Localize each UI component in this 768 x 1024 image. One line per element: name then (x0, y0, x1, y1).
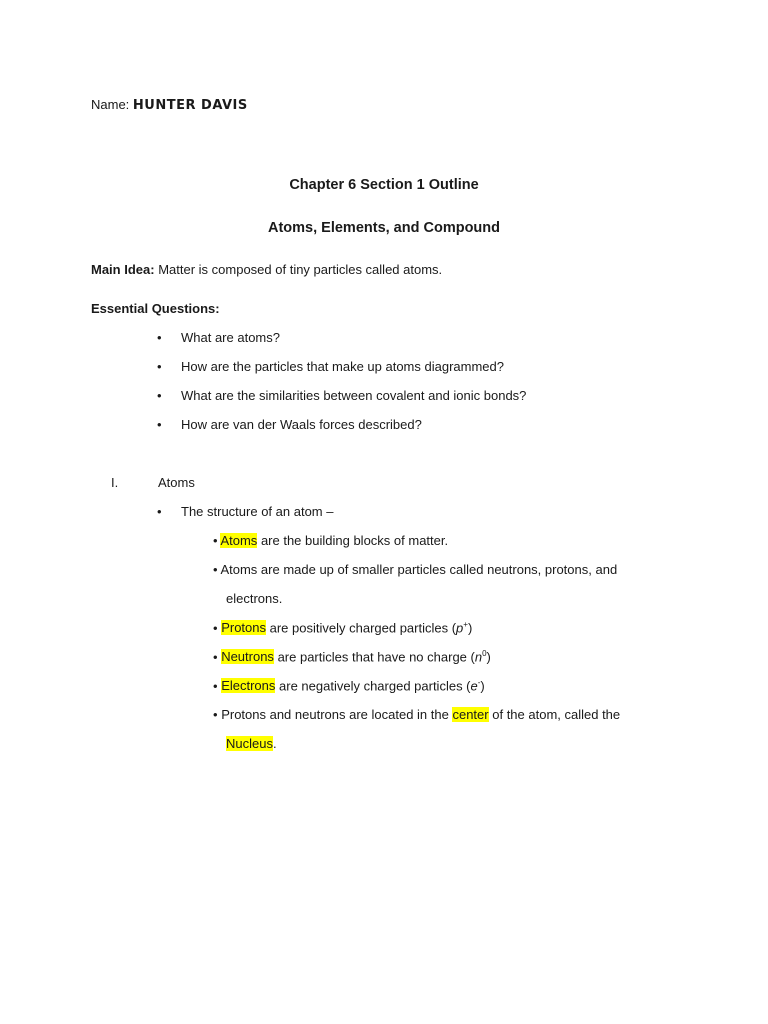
question-item (157, 388, 527, 403)
period: . (272, 736, 277, 751)
point-text: are the building blocks of matter. (260, 533, 449, 548)
outline-numeral: I. (111, 475, 119, 490)
bullet-icon: • (213, 678, 218, 694)
bullet-icon: • (157, 330, 162, 345)
highlight-atoms: Atoms (220, 533, 258, 548)
point-text: Atoms are made up of smaller particles called neutrons, protons, and (220, 562, 618, 577)
bullet-icon: • (213, 533, 218, 548)
question-item (157, 330, 280, 345)
point-text: are positively charged particles ( (269, 620, 457, 636)
question-text: What are atoms? (181, 330, 280, 345)
question-item (157, 417, 422, 432)
name-label: Name: (91, 97, 130, 112)
bullet-icon: • (213, 649, 218, 665)
neutron-symbol: n (474, 649, 483, 665)
highlight-neutrons: Neutrons (221, 649, 274, 665)
question-text: How are the particles that make up atoms diagrammed? (181, 359, 504, 374)
highlight-center: center (452, 707, 489, 722)
highlight-nucleus: Nucleus (226, 736, 273, 751)
point-electrons (213, 678, 485, 693)
highlight-electrons: Electrons (221, 678, 276, 694)
bullet-icon: • (157, 359, 162, 374)
question-text: How are van der Waals forces described? (181, 417, 422, 432)
student-name: HUNTER DAVIS (132, 98, 248, 113)
electron-symbol: e (470, 678, 478, 694)
main-idea-text: Matter is composed of tiny particles called atoms. (158, 262, 443, 277)
paren-close: ) (486, 649, 491, 665)
chapter-title: Chapter 6 Section 1 Outline (289, 177, 479, 193)
bullet-icon: • (157, 417, 162, 432)
subheading-text: The structure of an atom – (181, 504, 334, 519)
proton-symbol: p (456, 620, 464, 636)
neutron-superscript: 0 (482, 649, 487, 658)
bullet-icon: • (157, 504, 162, 519)
proton-superscript: + (463, 620, 468, 629)
paren-close: ) (467, 620, 473, 636)
bullet-icon: • (213, 562, 218, 577)
paren-close: ) (480, 678, 485, 694)
name-line (91, 97, 248, 113)
outline-section-title: Atoms (158, 475, 195, 490)
point-nucleus (213, 707, 620, 722)
main-idea (91, 262, 442, 277)
point-neutrons (213, 649, 491, 664)
essential-questions-label: Essential Questions: (91, 301, 220, 316)
question-text: What are the similarities between covalent and ionic bonds? (181, 388, 527, 403)
point-text: of the atom, called the (492, 707, 621, 722)
point-text: Protons and neutrons are located in the (221, 707, 449, 722)
point-particles-cont: electrons. (226, 591, 283, 606)
main-idea-label: Main Idea: (91, 262, 155, 277)
point-nucleus-cont (226, 736, 277, 751)
outline-subheading (157, 504, 334, 519)
point-text: are particles that have no charge ( (277, 649, 475, 665)
bullet-icon: • (157, 388, 162, 403)
highlight-protons: Protons (221, 620, 266, 636)
electron-superscript: - (477, 678, 481, 687)
point-atoms (213, 533, 448, 548)
bullet-icon: • (213, 620, 218, 636)
section-subtitle: Atoms, Elements, and Compound (267, 220, 500, 236)
point-text: are negatively charged particles ( (279, 678, 471, 694)
point-protons (213, 620, 472, 635)
bullet-icon: • (213, 707, 218, 722)
point-particles (213, 562, 617, 577)
question-item (157, 359, 504, 374)
